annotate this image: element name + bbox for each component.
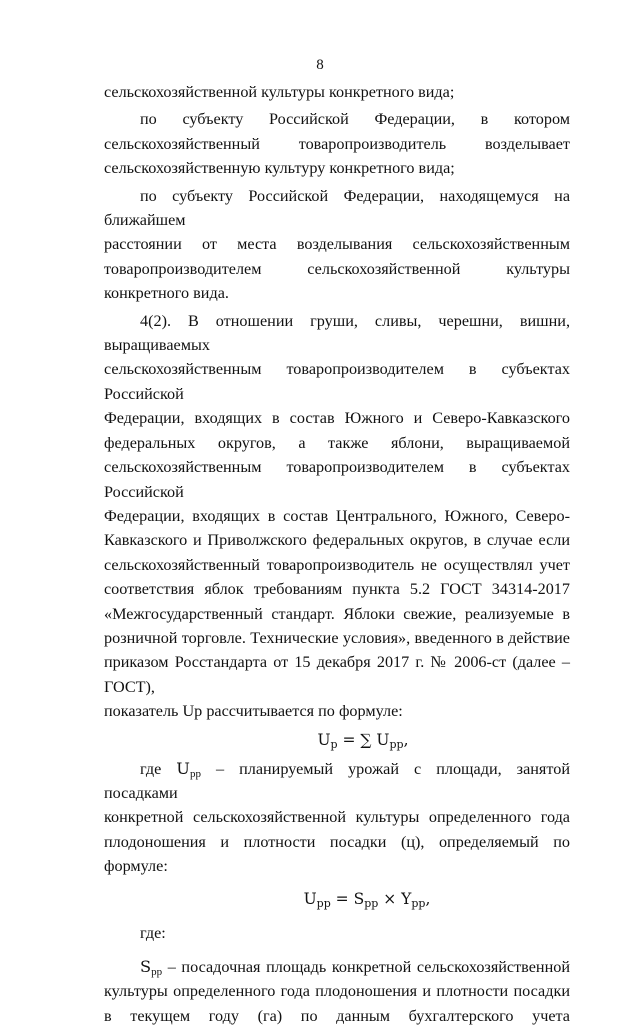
text-line — [104, 955, 570, 979]
text-line: Кавказского и Приволжского федеральных округов, в случае если — [104, 531, 570, 550]
text-line: 4(2). В отношении груши, сливы, черешни, вишни, выращиваемых — [104, 311, 570, 355]
text-line-rest: – планируемый урожай с площади, занятой посадками — [104, 759, 570, 802]
page-number: 8 — [316, 57, 324, 73]
text-line: приказом Росстандарта от 15 декабря 2017 г. № 2006-ст (далее – ГОСТ), — [104, 653, 570, 696]
formula-upp — [104, 885, 570, 913]
var-upp-sub: pp — [189, 767, 201, 780]
formula-upp-end: , — [425, 889, 431, 908]
text-line: расстоянии от места возделывания сельскохозяйственным — [104, 235, 570, 254]
text-line: сельскохозяйственный товаропроизводитель не осуществлял учет — [104, 555, 570, 574]
formula-upp-y-sub: pp — [411, 896, 426, 910]
formula-up-lhs: U — [317, 730, 331, 749]
text-line: сельскохозяйственной культуры конкретного вида; — [104, 83, 455, 101]
text-line: «Межгосударственный стандарт. Яблоки свежие, реализуемые в — [104, 604, 570, 623]
document-body — [104, 80, 570, 1028]
formula-upp-y: Y — [401, 889, 412, 908]
formula-upp-lhs-sub: pp — [316, 896, 331, 910]
text-line: сельскохозяйственную культуру конкретного вида; — [104, 159, 455, 178]
formula-up-rhs: U — [371, 730, 390, 749]
text-line: федеральных округов, а также яблони, выращиваемой — [104, 433, 570, 452]
text-line: где: — [140, 923, 166, 942]
formula-upp-eq: = — [330, 889, 354, 908]
text-line: сельскохозяйственным товаропроизводителем в субъектах Российской — [104, 458, 570, 501]
formula-up-rhs-sub: pp — [389, 737, 404, 751]
text-line: сельскохозяйственный товаропроизводитель возделывает — [104, 134, 570, 153]
text-line: Федерации, входящих в состав Центрального, Южного, Северо- — [104, 506, 570, 525]
text-line: плодоношения и плотности посадки (ц), определяемый по формуле: — [104, 832, 570, 876]
var-upp: U — [176, 758, 190, 778]
text-line: показатель Up рассчитывается по формуле: — [104, 702, 403, 721]
text-line: товаропроизводителем сельскохозяйственной культуры конкретного вида. — [104, 259, 570, 303]
formula-upp-s-sub: pp — [364, 896, 379, 910]
formula-up — [104, 726, 570, 754]
formula-up-end: , — [403, 730, 409, 749]
text-line: по субъекту Российской Федерации, в котором — [140, 110, 570, 129]
text-line: по субъекту Российской Федерации, находящемуся на ближайшем — [104, 186, 570, 230]
text-line: сельскохозяйственным товаропроизводителем в субъектах Российской — [104, 360, 570, 403]
var-spp-sub: pp — [151, 966, 163, 978]
var-spp: S — [140, 957, 152, 976]
formula-upp-lhs: U — [303, 889, 317, 908]
text-line — [104, 757, 570, 806]
word-gde: где — [140, 759, 177, 778]
formula-up-eq: = — [337, 730, 361, 749]
text-line: в текущем году (га) по данным бухгалтерского учета — [104, 1006, 570, 1025]
text-line: культуры определенного года плодоношения и плотности посадки — [104, 982, 570, 1001]
text-line: Федерации, входящих в состав Южного и Северо-Кавказского — [104, 409, 570, 428]
sum-symbol: ∑ — [360, 730, 372, 749]
formula-upp-s: S — [353, 889, 365, 908]
multiply-symbol: × — [378, 889, 402, 908]
text-line-rest: – посадочная площадь конкретной сельскохозяйственной — [162, 958, 570, 976]
text-line: соответствия яблок требованиям пункта 5.2 ГОСТ 34314-2017 — [104, 580, 570, 599]
text-line: розничной торговле. Технические условия», введенного в действие — [104, 628, 570, 647]
text-line: конкретной сельскохозяйственной культуры определенного года — [104, 808, 570, 827]
formula-up-lhs-sub: p — [330, 737, 338, 751]
